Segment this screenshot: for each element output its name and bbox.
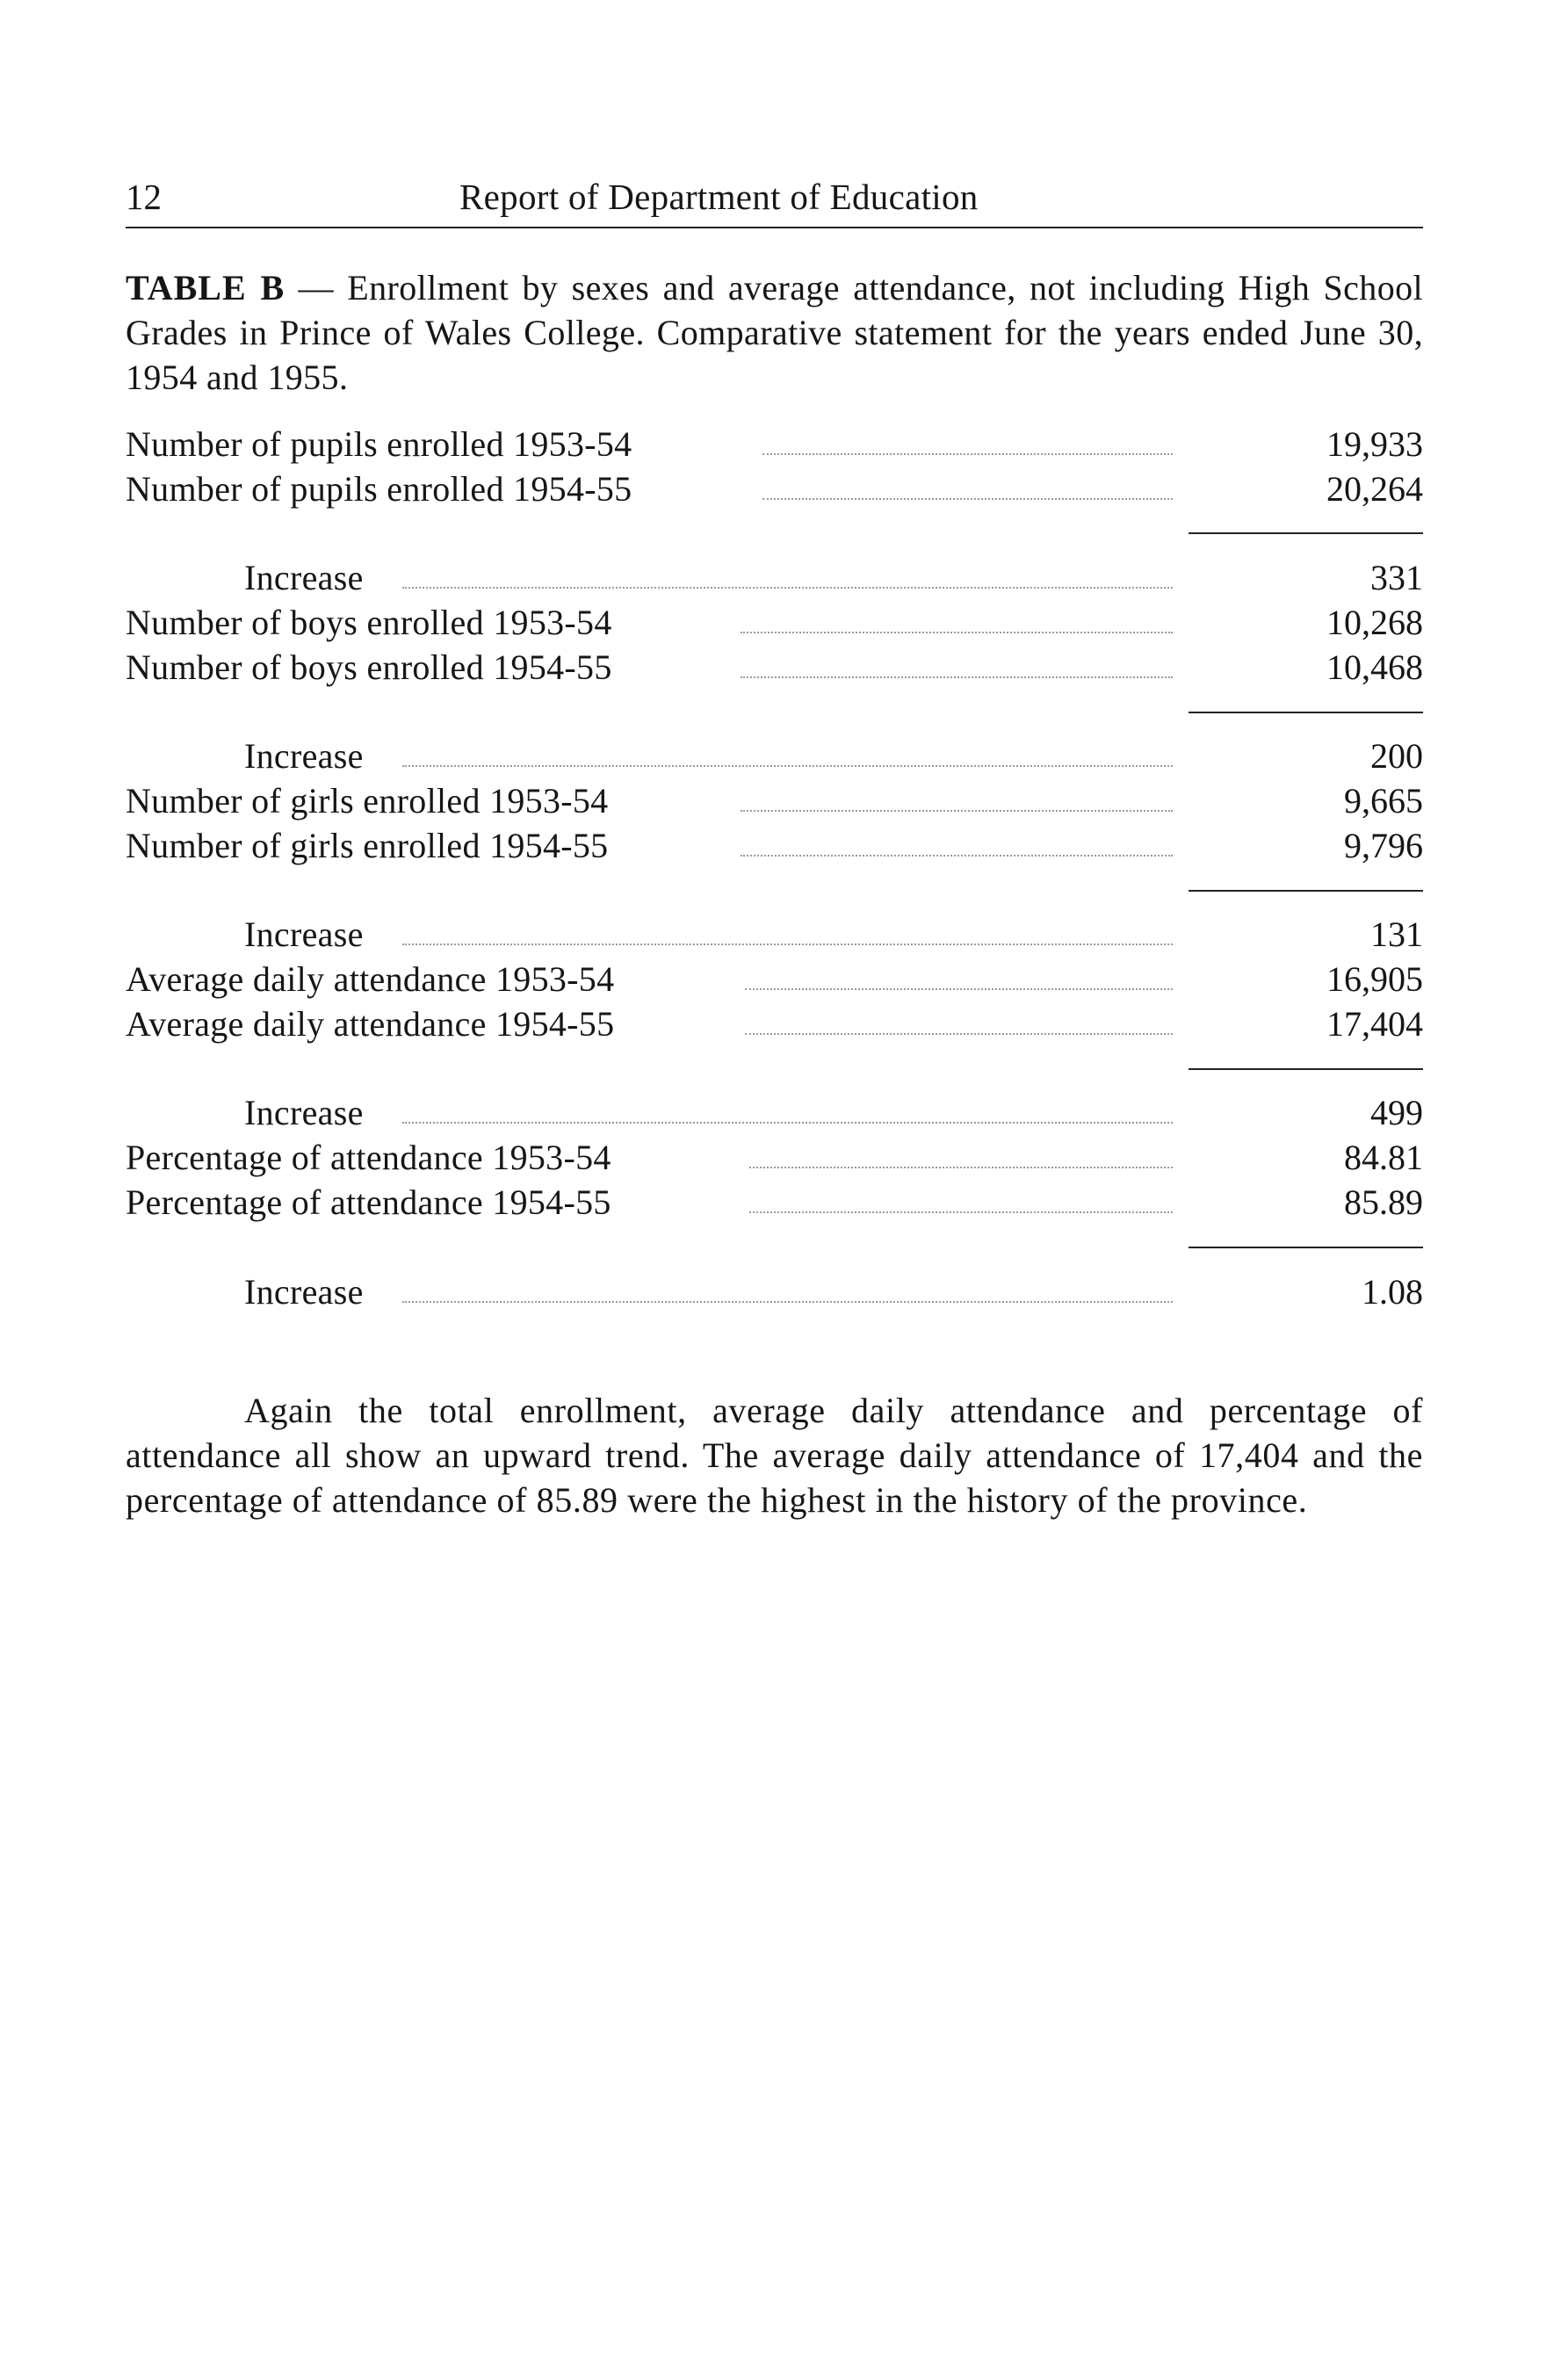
table-row	[126, 645, 1423, 690]
table-caption-lead: TABLE B	[126, 268, 285, 307]
row-value: 20,264	[1326, 469, 1423, 509]
row-label: Increase	[244, 558, 364, 597]
row-label: Percentage of attendance 1953-54	[126, 1138, 611, 1177]
row-label: Increase	[244, 736, 364, 776]
table-caption-text: Enrollment by sexes and average attendance, not including High School Grades in Prince of Wales College. Comparative statement for the years ended June 30, 1954 and 1955.	[126, 268, 1424, 397]
page-header	[126, 165, 1423, 228]
row-value: 200	[1370, 736, 1423, 776]
table-row	[126, 1135, 1423, 1180]
subtotal-rule	[1189, 532, 1423, 534]
row-value: 16,905	[1326, 959, 1423, 999]
row-value: 131	[1370, 915, 1423, 954]
row-label: Average daily attendance 1954-55	[126, 1004, 615, 1044]
table-row-increase	[126, 1090, 1423, 1135]
table-row-increase	[126, 734, 1423, 778]
dot-leader	[749, 1211, 1173, 1213]
table-row-increase	[126, 555, 1423, 600]
caption-dash: —	[285, 268, 348, 307]
dot-leader	[402, 765, 1173, 767]
row-value: 19,933	[1326, 424, 1423, 464]
row-label: Number of pupils enrolled 1954-55	[126, 469, 632, 509]
table-row	[126, 466, 1423, 511]
table-row	[126, 422, 1423, 466]
row-value: 85.89	[1344, 1182, 1423, 1222]
summary-paragraph: Again the total enrollment, average daily attendance and percentage of attendance all show an upward trend. The average daily attendance of 17,404 and the percentage of attendance of 85.89 were the highest in the history of the province.	[126, 1391, 1423, 1520]
table-row	[126, 957, 1423, 1001]
row-value: 10,268	[1326, 603, 1423, 642]
table-row	[126, 1001, 1423, 1046]
dot-leader	[741, 676, 1173, 678]
dot-leader	[402, 587, 1173, 589]
dot-leader	[762, 498, 1173, 500]
subtotal-rule	[1189, 890, 1423, 892]
row-value: 331	[1370, 558, 1423, 597]
dot-leader	[762, 453, 1173, 455]
dot-leader	[741, 855, 1173, 857]
row-label: Increase	[244, 1272, 364, 1312]
row-value: 10,468	[1326, 647, 1423, 687]
row-value: 84.81	[1344, 1138, 1423, 1177]
row-label: Increase	[244, 915, 364, 954]
row-value: 499	[1370, 1093, 1423, 1132]
subtotal-rule	[1189, 1247, 1423, 1248]
dot-leader	[749, 1167, 1173, 1168]
row-label: Increase	[244, 1093, 364, 1132]
running-head: Report of Department of Education	[459, 177, 979, 217]
row-label: Number of girls enrolled 1953-54	[126, 781, 609, 821]
table-row-increase	[126, 912, 1423, 957]
dot-leader	[745, 1033, 1173, 1035]
dot-leader	[745, 988, 1173, 990]
table-row	[126, 778, 1423, 823]
dot-leader	[402, 1122, 1173, 1124]
header-rule	[126, 227, 1423, 228]
table-row-increase	[126, 1269, 1423, 1314]
table-row	[126, 1180, 1423, 1225]
table-row	[126, 600, 1423, 645]
dot-leader	[402, 943, 1173, 945]
subtotal-rule	[1189, 1068, 1423, 1070]
row-value: 9,796	[1344, 826, 1423, 865]
dot-leader	[741, 810, 1173, 812]
row-value: 1.08	[1362, 1272, 1423, 1312]
row-label: Number of girls enrolled 1954-55	[126, 826, 609, 865]
row-label: Average daily attendance 1953-54	[126, 959, 615, 999]
row-value: 17,404	[1326, 1004, 1423, 1044]
row-label: Percentage of attendance 1954-55	[126, 1182, 611, 1222]
row-value: 9,665	[1344, 781, 1423, 821]
subtotal-rule	[1189, 712, 1423, 713]
dot-leader	[402, 1301, 1173, 1303]
row-label: Number of boys enrolled 1953-54	[126, 603, 612, 642]
page-number: 12	[126, 177, 162, 217]
row-label: Number of pupils enrolled 1953-54	[126, 424, 632, 464]
row-label: Number of boys enrolled 1954-55	[126, 647, 612, 687]
dot-leader	[741, 632, 1173, 633]
table-caption	[126, 265, 1423, 400]
table-row	[126, 823, 1423, 868]
